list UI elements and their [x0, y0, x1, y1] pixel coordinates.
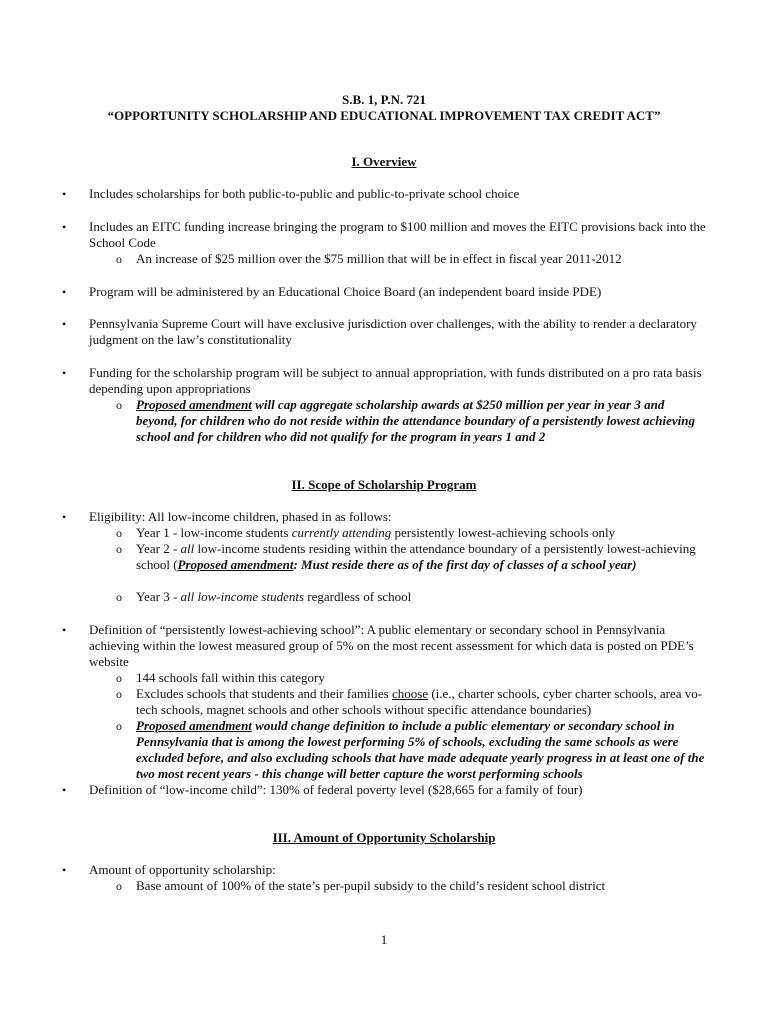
bullet-icon: • — [62, 285, 67, 299]
document-title — [0, 92, 768, 124]
sub-bullet-icon: o — [116, 252, 122, 266]
bullet-icon: • — [62, 220, 67, 234]
section-heading-scope: II. Scope of Scholarship Program — [291, 477, 477, 492]
scope-definition-income: Definition of “low-income child”: 130% of federal poverty level ($28,665 for a family of four) — [89, 782, 583, 797]
amount-base: Base amount of 100% of the state’s per-pupil subsidy to the child’s resident school district — [136, 878, 606, 893]
exclusions-text-end: (i.e., charter schools, cyber charter schools, area vo-tech schools, magnet schools and other schools without specific attendance boundaries) — [136, 686, 703, 717]
page-number: 1 — [380, 932, 388, 947]
eligibility-year-3 — [136, 589, 726, 605]
overview-item-5: Funding for the scholarship program will be subject to annual appropriation, with funds distributed on a pro rata basis depending upon appropriations — [89, 365, 702, 396]
year2-amendment: : Must reside there as of the first day of classes of a school year) — [293, 557, 637, 572]
scope-eligibility: Eligibility: All low-income children, phased in as follows: — [89, 509, 392, 524]
sub-bullet-icon: o — [116, 879, 122, 893]
sub-bullet-icon: o — [116, 526, 122, 540]
sub-bullet-icon: o — [116, 671, 122, 685]
year2-text-mid: low-income students residing within the attendance boundary of a persistently lowest-achieving school ( — [136, 541, 696, 572]
bullet-icon: • — [62, 366, 67, 380]
exclusions-choose: choose — [391, 686, 429, 701]
overview-item-2: Includes an EITC funding increase bringing the program to $100 million and moves the EITC provisions back into the School Code — [89, 219, 706, 250]
overview-item-4: Pennsylvania Supreme Court will have exclusive jurisdiction over challenges, with the ability to render a declaratory judgment on the law’s constitutionality — [89, 316, 697, 347]
act-name: “OPPORTUNITY SCHOLARSHIP AND EDUCATIONAL IMPROVEMENT TAX CREDIT ACT” — [107, 108, 661, 123]
year2-text: Year 2 - — [136, 541, 181, 556]
proposed-amendment-label: Proposed amendment — [136, 718, 252, 733]
bullet-icon: • — [62, 783, 67, 797]
exclusions-text: Excludes schools that students and their families — [136, 686, 392, 701]
eligibility-year-2 — [136, 541, 696, 573]
bullet-icon: • — [62, 510, 67, 524]
eligibility-year-1 — [136, 525, 726, 541]
sub-bullet-icon: o — [116, 398, 122, 412]
overview-item-2-sub: An increase of $25 million over the $75 million that will be in effect in fiscal year 2011-2012 — [136, 251, 622, 266]
year1-emphasis: currently attending — [291, 525, 392, 540]
year3-text: Year 3 - — [136, 589, 181, 604]
year1-text: Year 1 - low-income students — [136, 525, 292, 540]
definition-amendment — [136, 718, 726, 782]
overview-item-3: Program will be administered by an Educational Choice Board (an independent board inside PDE) — [89, 284, 602, 299]
definition-count: 144 schools fall within this category — [136, 670, 325, 685]
year3-text-end: regardless of school — [304, 589, 412, 604]
bullet-icon: • — [62, 623, 67, 637]
bullet-icon: • — [62, 317, 67, 331]
proposed-amendment-label: Proposed amendment — [177, 557, 294, 572]
year2-emphasis: all — [180, 541, 195, 556]
bill-number: S.B. 1, P.N. 721 — [341, 92, 427, 107]
sub-bullet-icon: o — [116, 590, 122, 604]
bullet-icon: • — [62, 863, 67, 877]
sub-bullet-icon: o — [116, 687, 122, 701]
overview-item-1: Includes scholarships for both public-to-public and public-to-private school choice — [89, 186, 520, 201]
definition-exclusions — [136, 686, 721, 718]
bullet-icon: • — [62, 187, 67, 201]
proposed-amendment-label: Proposed amendment — [136, 397, 252, 412]
section-heading-amount: III. Amount of Opportunity Scholarship — [272, 830, 496, 845]
amendment-text: will cap aggregate scholarship awards at $250 million per year in year 3 and beyond, for children who do not reside within the attendance boundary of a persistently lowest achieving school and for children who did not qualify for the program in years 1 and 2 — [136, 397, 696, 444]
overview-item-5-amendment — [136, 397, 706, 445]
scope-definition-school: Definition of “persistently lowest-achieving school”: A public elementary or secondary school in Pennsylvania achieving within the lowest measured group of 5% on the most recent assessment for which data is posted on PDE’s website — [89, 622, 694, 669]
sub-bullet-icon: o — [116, 719, 122, 733]
amendment-text: would change definition to include a public elementary or secondary school in Pennsylvania that is among the lowest performing 5% of schools, excluding the same schools as were excluded before, and also excluding schools that have made adequate yearly progress in at least one of the two most recent years - this change will better capture the worst performing schools — [136, 718, 705, 781]
year3-emphasis: all low-income students — [180, 589, 305, 604]
year1-text-end: persistently lowest-achieving schools only — [391, 525, 616, 540]
section-heading-overview: I. Overview — [351, 154, 417, 169]
amount-item-1: Amount of opportunity scholarship: — [89, 862, 276, 877]
sub-bullet-icon: o — [116, 542, 122, 556]
